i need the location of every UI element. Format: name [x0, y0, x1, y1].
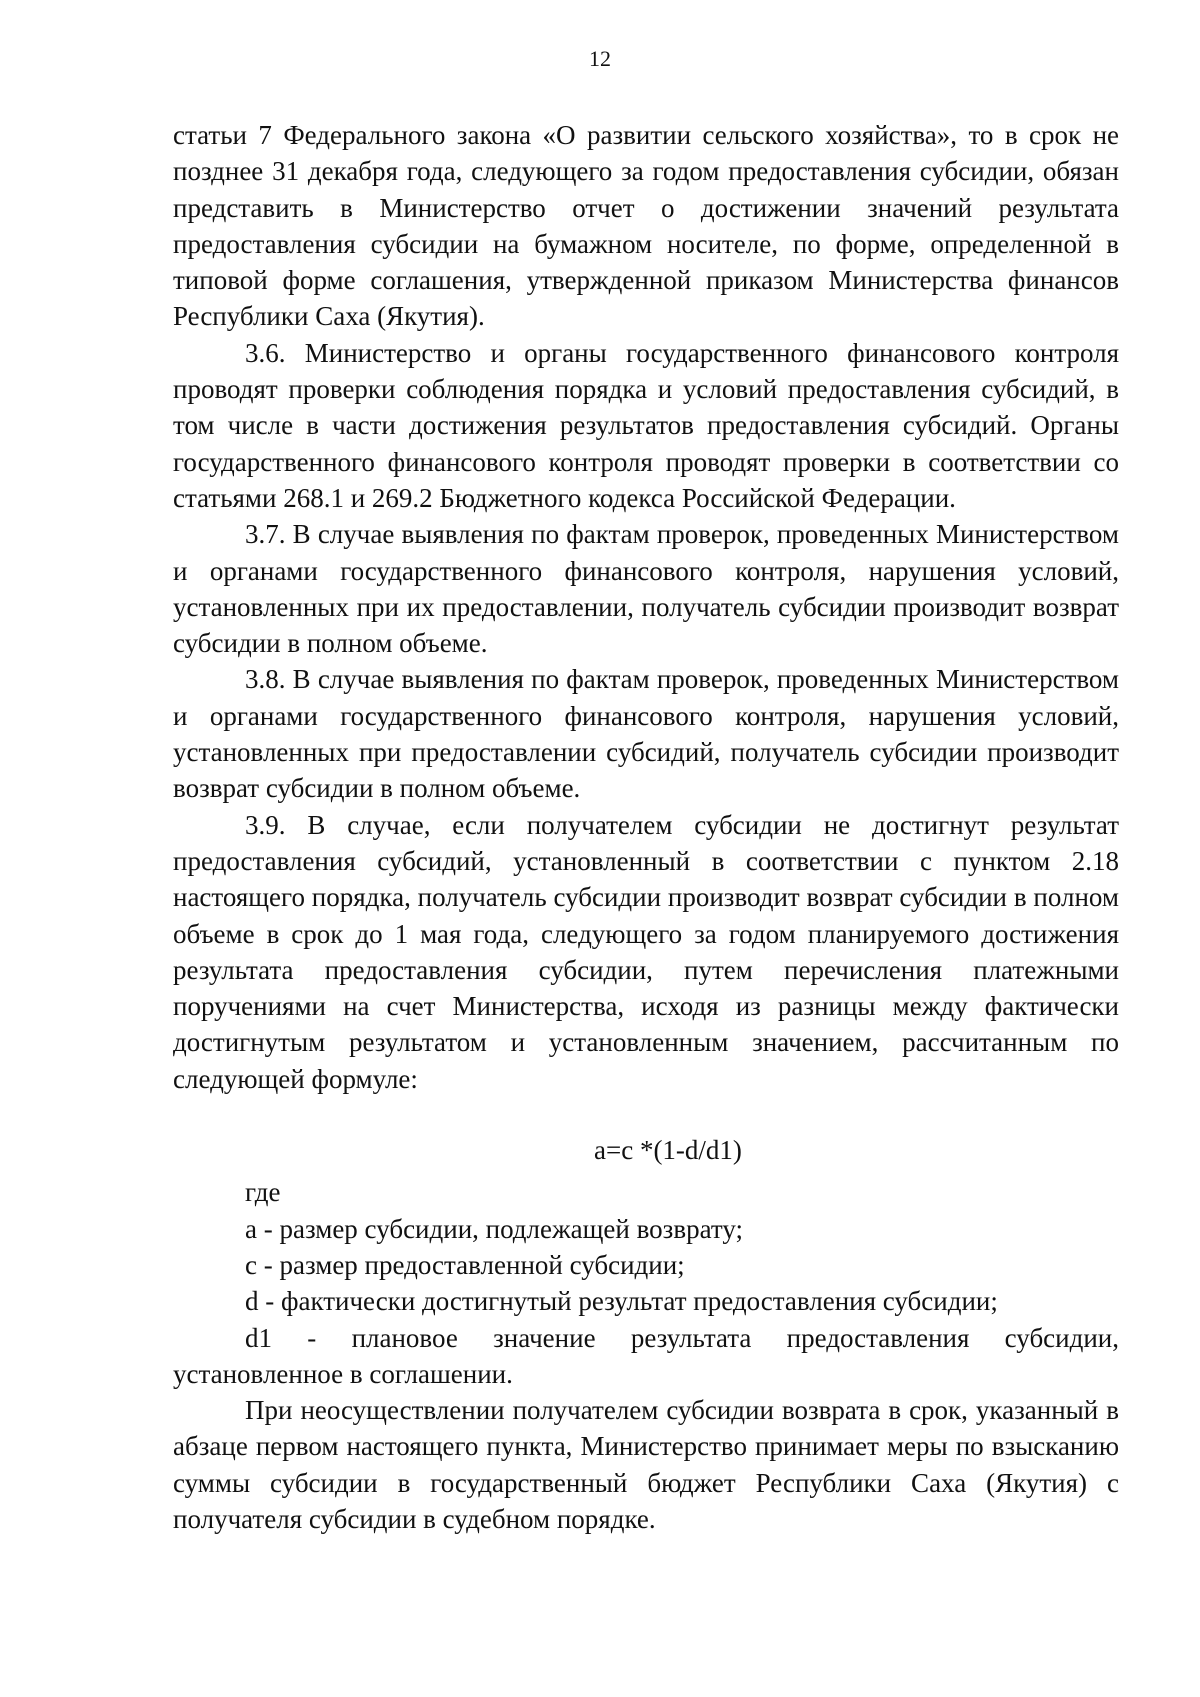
formula-where: где [245, 1177, 281, 1208]
page-number: 12 [589, 46, 611, 71]
definition-a: а - размер субсидии, подлежащей возврату; [245, 1213, 743, 1244]
paragraph-continuation: статьи 7 Федерального закона «О развитии сельского хозяйства», то в срок не позднее 31 декабря года, следующего за годом предоставления субсидии, обязан представить в Министерство отчет о достижении значений результата предоставления субсидии на бумажном носителе, по форме, определенной в типовой форме соглашения, утвержденной приказом Министерства финансов Республики Саха (Якутия). [173, 120, 1119, 332]
paragraph-3-9: 3.9. В случае, если получателем субсидии не достигнут результат предоставления субсидий, установленный в соответствии с пунктом 2.18 настоящего порядка, получатель субсидии производит возврат субсидии в полном объеме в срок до 1 мая года, следующего за годом планируемого достижения результата предоставления субсидии, путем перечисления платежными поручениями на счет Министерства, исходя из разницы между фактически достигнутым результатом и установленным значением, рассчитанным по следующей формуле: [173, 809, 1119, 1094]
document-body [173, 117, 1119, 1537]
paragraph-3-8: 3.8. В случае выявления по фактам проверок, проведенных Министерством и органами государственного финансового контроля, нарушения условий, установленных при предоставлении субсидий, получатель субсидии производит возврат субсидии в полном объеме. [173, 664, 1119, 804]
definition-c: с - размер предоставленной субсидии; [245, 1249, 685, 1280]
paragraph-3-7: 3.7. В случае выявления по фактам проверок, проведенных Министерством и органами государственного финансового контроля, нарушения условий, установленных при их предоставлении, получатель субсидии производит возврат субсидии в полном объеме. [173, 519, 1119, 659]
definition-d1: d1 - плановое значение результата предоставления субсидии, установленное в соглашении. [173, 1322, 1119, 1389]
formula: a=c *(1-d/d1) [594, 1135, 742, 1166]
paragraph-closing: При неосуществлении получателем субсидии возврата в срок, указанный в абзаце первом настоящего пункта, Министерство принимает меры по взысканию суммы субсидии в государственный бюджет Республики Саха (Якутия) с получателя субсидии в судебном порядке. [173, 1395, 1119, 1534]
definition-d: d - фактически достигнутый результат предоставления субсидии; [245, 1286, 998, 1317]
paragraph-3-6: 3.6. Министерство и органы государственного финансового контроля проводят проверки соблюдения порядка и условий предоставления субсидий, в том числе в части достижения результатов предоставления субсидий. Органы государственного финансового контроля проводят проверки в соответствии со статьями 268.1 и 269.2 Бюджетного кодекса Российской Федерации. [173, 337, 1119, 513]
